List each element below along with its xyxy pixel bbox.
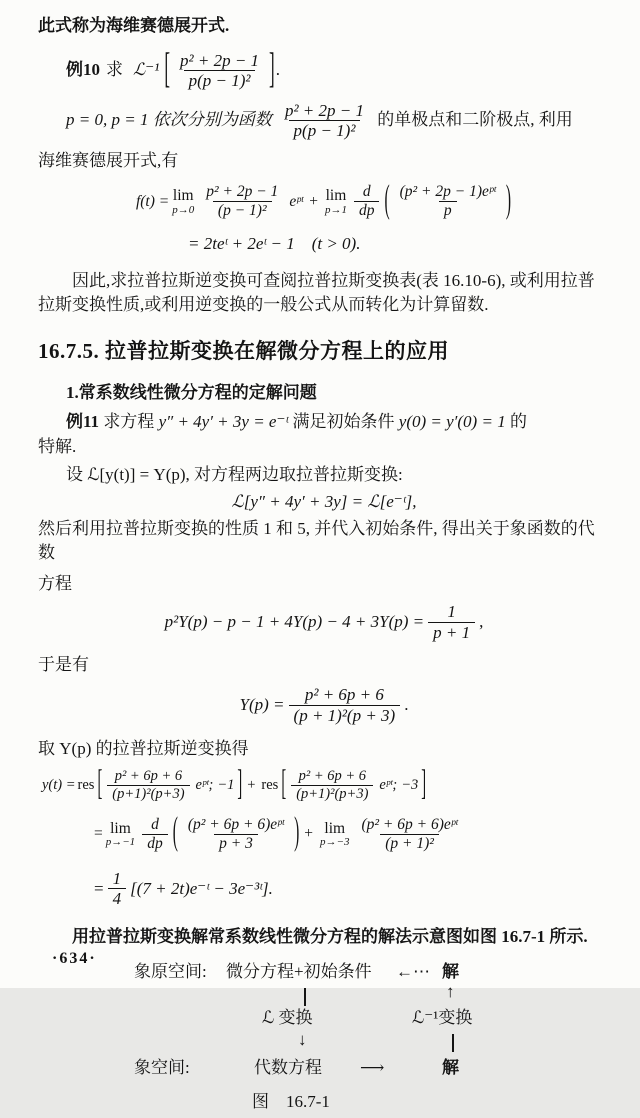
right-paren: ): [294, 811, 300, 854]
equation-Yp: [38, 685, 610, 725]
ft-lhs: f(t) =: [135, 192, 170, 210]
example11-pre: 求方程: [103, 411, 155, 431]
limit-operator: [325, 188, 347, 216]
fraction-denominator: 4: [108, 888, 127, 909]
plus-sign: +: [309, 192, 318, 210]
up-connector-line: [452, 1034, 454, 1052]
fraction-numerator: p² + 6p + 6: [114, 767, 183, 784]
equation-residues: [38, 763, 610, 804]
poles-line2-text: 海维赛德展开式,有: [38, 150, 179, 170]
plus-sign: +: [247, 776, 256, 793]
right-bracket: ]: [421, 763, 427, 804]
fraction: [356, 816, 462, 853]
example10-heading: [38, 44, 610, 93]
fraction: [108, 869, 127, 909]
right-bracket: ]: [237, 763, 243, 804]
fraction-numerator: p² + 2p − 1: [180, 50, 260, 70]
lim-word: lim: [110, 819, 131, 837]
equation-ft: [38, 178, 610, 222]
equation-algebraic: [38, 602, 610, 642]
down-arrow-icon: ↓: [298, 1029, 307, 1049]
fraction-numerator: p² + 6p + 6: [298, 767, 367, 784]
period: .: [275, 60, 280, 80]
derivative-operator: [142, 816, 168, 853]
lim-word: lim: [325, 187, 347, 205]
lim-subscript: p→1: [324, 203, 347, 216]
fraction: [201, 183, 283, 220]
fraction: [175, 51, 264, 91]
final-result: [(7 + 2t)e⁻ᵗ − 3e⁻³ᵗ].: [130, 878, 273, 898]
equals-sign: =: [94, 878, 104, 898]
intro-text: 此式称为海维赛德展开式.: [38, 16, 230, 35]
derivative-numerator: d: [362, 183, 371, 201]
fraction-denominator: (p + 1)²(p + 3): [289, 705, 401, 726]
thus-line: 于是有: [38, 654, 89, 674]
original-space-label: 象原空间:: [134, 961, 207, 981]
fraction-denominator: p: [439, 201, 457, 220]
plus-sign: +: [304, 825, 314, 843]
fraction-numerator: 1: [447, 602, 456, 622]
example10-label: 例10: [66, 60, 100, 80]
therefore-line2: 拉斯变换性质,或利用逆变换的一般公式从而转化为计算留数.: [38, 295, 489, 315]
poles-line2: [38, 149, 610, 174]
left-bracket: [: [281, 763, 287, 804]
intro-paragraph: [38, 14, 610, 39]
fraction: [107, 768, 189, 802]
figure-16-7-1: [134, 960, 514, 1118]
lim-subscript: p→−3: [320, 836, 350, 849]
solution-bottom: 解: [442, 1057, 459, 1077]
residue-point: −3: [401, 776, 419, 793]
exp-factor: eᵖᵗ;: [379, 776, 398, 793]
then-paragraph: [38, 517, 610, 597]
example11-mid: 满足初始条件: [292, 411, 395, 431]
down-connector-line: [304, 988, 306, 1006]
figure-caption: 图 16.7-1: [252, 1091, 330, 1111]
equals-sign: =: [94, 825, 103, 843]
inverse-laplace-operator: ℒ⁻¹: [133, 60, 160, 80]
left-paren: (: [172, 811, 178, 854]
fraction-numerator: 1: [112, 868, 122, 888]
fraction: [183, 816, 289, 853]
res-operator: res: [77, 776, 95, 793]
derivative-operator: [354, 183, 380, 220]
fraction-denominator: (p + 1)²: [380, 834, 439, 853]
fraction-numerator: (p² + 6p + 6)eᵖᵗ: [361, 816, 458, 834]
example11-paragraph: [38, 410, 610, 459]
fraction-numerator: p² + 2p − 1: [284, 100, 364, 120]
fraction: [289, 685, 401, 725]
equation-limits: [38, 811, 610, 854]
limit-operator: [106, 821, 135, 849]
fraction-denominator: (p+1)²(p+3): [107, 785, 189, 803]
limit-operator: [320, 821, 349, 849]
left-paren: (: [384, 178, 390, 222]
residues-lhs: y(t) =: [42, 776, 76, 793]
equation-transform: ℒ[y″ + 4y′ + 3y] = ℒ[e⁻ᵗ],: [231, 491, 417, 511]
ode-plus-initial-conditions: 微分方程+初始条件: [226, 961, 372, 981]
derivative-numerator: d: [151, 816, 159, 834]
comma: ,: [479, 612, 484, 632]
fraction: [428, 602, 475, 642]
poles-pre: p = 0, p = 1 依次分别为函数: [66, 109, 272, 129]
example11-condition: y(0) = y′(0) = 1: [398, 411, 506, 431]
set-transform-line: 设 ℒ[y(t)] = Y(p), 对方程两边取拉普拉斯变换:: [66, 465, 403, 485]
ft-result-text: = 2teᵗ + 2eᵗ − 1 (t > 0).: [188, 234, 361, 254]
up-arrow-icon: ↑: [446, 981, 455, 1001]
inverse-laplace-transform-label: ℒ⁻¹变换: [412, 1007, 473, 1027]
residue-point: −1: [217, 776, 235, 793]
exp-factor: eᵖᵗ;: [195, 776, 214, 793]
derivative-denominator: dp: [142, 834, 168, 853]
fraction-denominator: p(p − 1)²: [184, 70, 256, 91]
subsection-title: 1.常系数线性微分方程的定解问题: [66, 383, 317, 403]
fraction-numerator: (p² + 6p + 6)eᵖᵗ: [187, 816, 285, 834]
example10-prompt: 求: [106, 60, 123, 80]
poles-post: 的单极点和二阶极点, 利用: [377, 109, 573, 129]
limit-operator: [172, 188, 194, 216]
example11-label: 例11: [66, 411, 100, 431]
fraction-denominator: (p+1)²(p+3): [291, 785, 373, 803]
left-bracket: [: [97, 763, 103, 804]
right-paren: ): [505, 178, 512, 222]
section-heading: [38, 338, 610, 365]
laplace-transform-label: ℒ 变换: [262, 1007, 313, 1027]
take-inverse-line: 取 Y(p) 的拉普拉斯逆变换得: [38, 739, 249, 759]
equation-final: [38, 869, 610, 909]
right-arrow-icon: ⟶: [360, 1057, 383, 1077]
algebraic-lhs: p²Y(p) − p − 1 + 4Y(p) − 4 + 3Y(p) =: [164, 612, 425, 632]
period: .: [404, 694, 409, 714]
figure-intro-paragraph: 用拉普拉斯变换解常系数线性微分方程的解法示意图如图 16.7-1 所示.: [72, 926, 588, 946]
lim-subscript: p→0: [172, 203, 195, 216]
fraction-numerator: p² + 2p − 1: [206, 183, 279, 201]
equation-ft-result: [38, 232, 610, 257]
fraction-denominator: p + 3: [214, 834, 258, 853]
page-number: ·634·: [52, 949, 97, 967]
image-space-label: 象空间:: [134, 1057, 190, 1077]
therefore-paragraph: [38, 269, 610, 318]
fraction-numerator: (p² + 2p − 1)eᵖᵗ: [399, 183, 496, 201]
algebraic-equation-node: 代数方程: [254, 1057, 322, 1077]
fraction-denominator: (p − 1)²: [213, 201, 272, 220]
example11-ode: y″ + 4y′ + 3y = e⁻ᵗ: [158, 411, 289, 431]
lim-subscript: p→−1: [105, 836, 136, 849]
then-line1: 然后利用拉普拉斯变换的性质 1 和 5, 并代入初始条件, 得出关于象函数的代数: [38, 518, 595, 563]
therefore-line1: 因此,求拉普拉斯逆变换可查阅拉普拉斯变换表(表 16.10-6), 或利用拉普: [72, 270, 595, 290]
fraction: [395, 183, 501, 220]
derivative-denominator: dp: [354, 201, 380, 220]
fraction-denominator: p + 1: [428, 622, 475, 643]
exp-factor: eᵖᵗ: [289, 192, 304, 210]
fraction-denominator: p(p − 1)²: [289, 120, 361, 141]
solution-top: 解: [442, 961, 459, 981]
section-title: 拉普拉斯变换在解微分方程上的应用: [105, 339, 449, 364]
res-operator: res: [261, 776, 279, 793]
lim-word: lim: [324, 819, 346, 837]
Yp-lhs: Y(p) =: [239, 694, 285, 714]
poles-paragraph: [38, 101, 610, 141]
fraction: [291, 768, 373, 802]
fraction: [280, 101, 369, 141]
lim-word: lim: [172, 187, 194, 205]
fraction-numerator: p² + 6p + 6: [304, 685, 384, 705]
left-bracket: [: [164, 44, 170, 93]
section-number: 16.7.5.: [38, 339, 100, 364]
dashed-left-arrow-icon: ←⋯: [396, 961, 430, 981]
example11-line2: 特解.: [38, 436, 77, 456]
right-bracket: ]: [269, 44, 275, 93]
then-line2: 方程: [38, 573, 72, 593]
example11-post: 的: [509, 411, 527, 431]
